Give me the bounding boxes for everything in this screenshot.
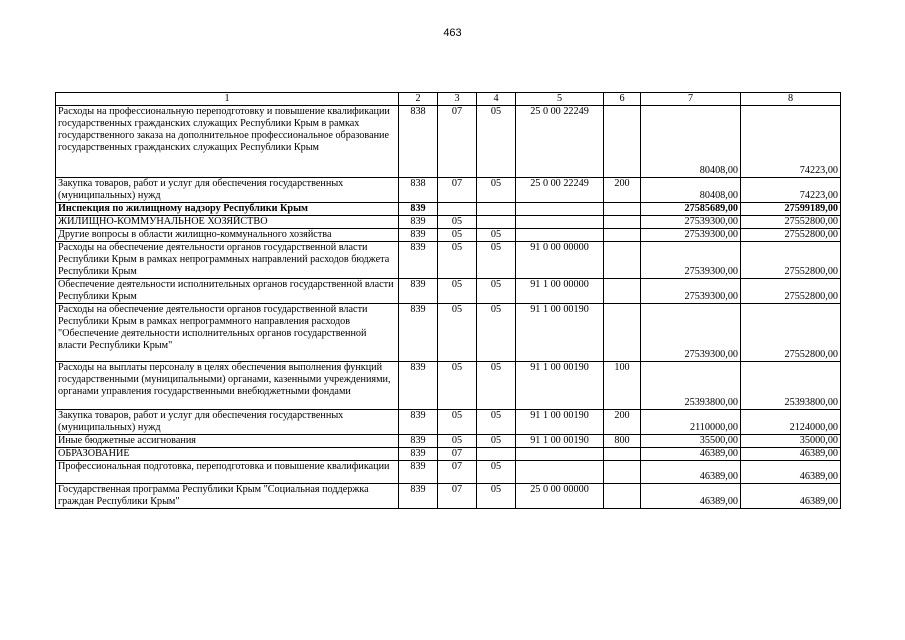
row-name: Инспекция по жилищному надзору Республики Крым [56,203,399,216]
cell-amount-1: 80408,00 [641,106,741,178]
table-row [56,461,841,484]
cell-target [516,229,604,242]
cell-target: 91 1 00 00190 [516,410,604,435]
cell-amount-1: 25393800,00 [641,362,741,410]
header-cell: 8 [741,93,841,106]
table-row [56,216,841,229]
cell-amount-1: 27539300,00 [641,216,741,229]
cell-amount-1: 35500,00 [641,435,741,448]
cell-ministry: 839 [399,242,438,279]
cell-subsection: 05 [477,229,516,242]
cell-ministry: 839 [399,448,438,461]
cell-expense-type: 100 [604,362,641,410]
cell-amount-1: 27539300,00 [641,242,741,279]
cell-section: 05 [438,242,477,279]
cell-amount-1: 46389,00 [641,461,741,484]
cell-target [516,216,604,229]
cell-amount-1: 27539300,00 [641,304,741,362]
row-name: Расходы на обеспечение деятельности органов государственной власти Республики Крым в рамках непрограммных направлений расходов бюджета Республики Крым [56,242,399,279]
cell-section [438,203,477,216]
cell-expense-type [604,106,641,178]
cell-target: 25 0 00 22249 [516,106,604,178]
cell-amount-1: 27585689,00 [641,203,741,216]
cell-amount-2: 46389,00 [741,484,841,509]
cell-ministry: 839 [399,410,438,435]
cell-subsection: 05 [477,279,516,304]
cell-amount-2: 46389,00 [741,461,841,484]
cell-amount-2: 27599189,00 [741,203,841,216]
row-name: ОБРАЗОВАНИЕ [56,448,399,461]
cell-amount-2: 46389,00 [741,448,841,461]
cell-ministry: 839 [399,362,438,410]
cell-section: 07 [438,178,477,203]
cell-amount-2: 74223,00 [741,106,841,178]
cell-subsection [477,203,516,216]
page-number: 463 [443,27,462,39]
table-row [56,435,841,448]
cell-ministry: 839 [399,484,438,509]
cell-amount-2: 74223,00 [741,178,841,203]
cell-target [516,448,604,461]
row-name: Расходы на выплаты персоналу в целях обеспечения выполнения функций государственными (муниципальными) органами, казенными учреждениями, органами управления государственными внебюджетными фондами [56,362,399,410]
cell-amount-2: 27552800,00 [741,304,841,362]
row-name: Закупка товаров, работ и услуг для обеспечения государственных (муниципальных) нужд [56,178,399,203]
cell-amount-1: 46389,00 [641,448,741,461]
cell-section: 07 [438,461,477,484]
cell-subsection: 05 [477,304,516,362]
table-row [56,410,841,435]
cell-ministry: 839 [399,229,438,242]
table-row [56,362,841,410]
budget-table [55,92,841,509]
cell-subsection: 05 [477,484,516,509]
cell-ministry: 838 [399,106,438,178]
cell-subsection: 05 [477,435,516,448]
cell-expense-type: 200 [604,178,641,203]
row-name: Профессиональная подготовка, переподготовка и повышение квалификации [56,461,399,484]
cell-amount-2: 27552800,00 [741,279,841,304]
cell-target: 91 1 00 00190 [516,304,604,362]
cell-expense-type [604,484,641,509]
header-cell: 2 [399,93,438,106]
cell-target [516,461,604,484]
cell-subsection [477,216,516,229]
table-row [56,304,841,362]
cell-section: 07 [438,484,477,509]
header-row [56,93,841,106]
cell-expense-type [604,216,641,229]
cell-ministry: 839 [399,435,438,448]
cell-ministry: 838 [399,178,438,203]
cell-amount-1: 27539300,00 [641,229,741,242]
row-name: Закупка товаров, работ и услуг для обеспечения государственных (муниципальных) нужд [56,410,399,435]
cell-subsection: 05 [477,410,516,435]
cell-expense-type [604,448,641,461]
table-row [56,448,841,461]
header-cell: 7 [641,93,741,106]
cell-section: 07 [438,448,477,461]
header-cell: 6 [604,93,641,106]
cell-ministry: 839 [399,279,438,304]
table-row [56,229,841,242]
cell-ministry: 839 [399,304,438,362]
cell-expense-type [604,461,641,484]
cell-section: 07 [438,106,477,178]
cell-section: 05 [438,435,477,448]
cell-amount-2: 27552800,00 [741,242,841,279]
cell-ministry: 839 [399,203,438,216]
cell-subsection: 05 [477,178,516,203]
cell-target: 91 1 00 00190 [516,435,604,448]
cell-subsection: 05 [477,106,516,178]
cell-subsection: 05 [477,362,516,410]
cell-amount-2: 25393800,00 [741,362,841,410]
header-cell: 1 [56,93,399,106]
cell-amount-1: 2110000,00 [641,410,741,435]
header-cell: 5 [516,93,604,106]
cell-subsection [477,448,516,461]
row-name: ЖИЛИЩНО-КОММУНАЛЬНОЕ ХОЗЯЙСТВО [56,216,399,229]
cell-expense-type [604,229,641,242]
cell-expense-type: 200 [604,410,641,435]
cell-ministry: 839 [399,216,438,229]
row-name: Государственная программа Республики Крым "Социальная поддержка граждан Республики Крым" [56,484,399,509]
table-row [56,178,841,203]
table-row [56,106,841,178]
cell-expense-type [604,279,641,304]
cell-target: 25 0 00 22249 [516,178,604,203]
cell-amount-2: 2124000,00 [741,410,841,435]
cell-amount-1: 27539300,00 [641,279,741,304]
cell-target: 91 0 00 00000 [516,242,604,279]
cell-section: 05 [438,304,477,362]
header-cell: 4 [477,93,516,106]
cell-section: 05 [438,229,477,242]
cell-target [516,203,604,216]
cell-expense-type [604,203,641,216]
row-name: Иные бюджетные ассигнования [56,435,399,448]
cell-amount-1: 46389,00 [641,484,741,509]
cell-expense-type [604,242,641,279]
cell-expense-type [604,304,641,362]
header-cell: 3 [438,93,477,106]
cell-section: 05 [438,216,477,229]
cell-expense-type: 800 [604,435,641,448]
cell-target: 25 0 00 00000 [516,484,604,509]
row-name: Обеспечение деятельности исполнительных органов государственной власти Республики Крым [56,279,399,304]
row-name: Другие вопросы в области жилищно-коммунального хозяйства [56,229,399,242]
cell-section: 05 [438,279,477,304]
row-name: Расходы на обеспечение деятельности органов государственной власти Республики Крым в рамках непрограммного направления расходов "Обеспечение деятельности исполнительных органов государственной власти Республики Крым" [56,304,399,362]
cell-amount-2: 35000,00 [741,435,841,448]
cell-ministry: 839 [399,461,438,484]
cell-section: 05 [438,410,477,435]
table-row [56,484,841,509]
cell-target: 91 1 00 00000 [516,279,604,304]
cell-subsection: 05 [477,461,516,484]
cell-amount-1: 80408,00 [641,178,741,203]
table-row [56,242,841,279]
cell-amount-2: 27552800,00 [741,216,841,229]
cell-section: 05 [438,362,477,410]
row-name: Расходы на профессиональную переподготовку и повышение квалификации государственных гражданских служащих Республики Крым в рамках государственного заказа на дополнительное профессиональное образование государственных гражданских служащих Республики Крым [56,106,399,178]
cell-subsection: 05 [477,242,516,279]
table-row [56,203,841,216]
cell-target: 91 1 00 00190 [516,362,604,410]
table-row [56,279,841,304]
cell-amount-2: 27552800,00 [741,229,841,242]
